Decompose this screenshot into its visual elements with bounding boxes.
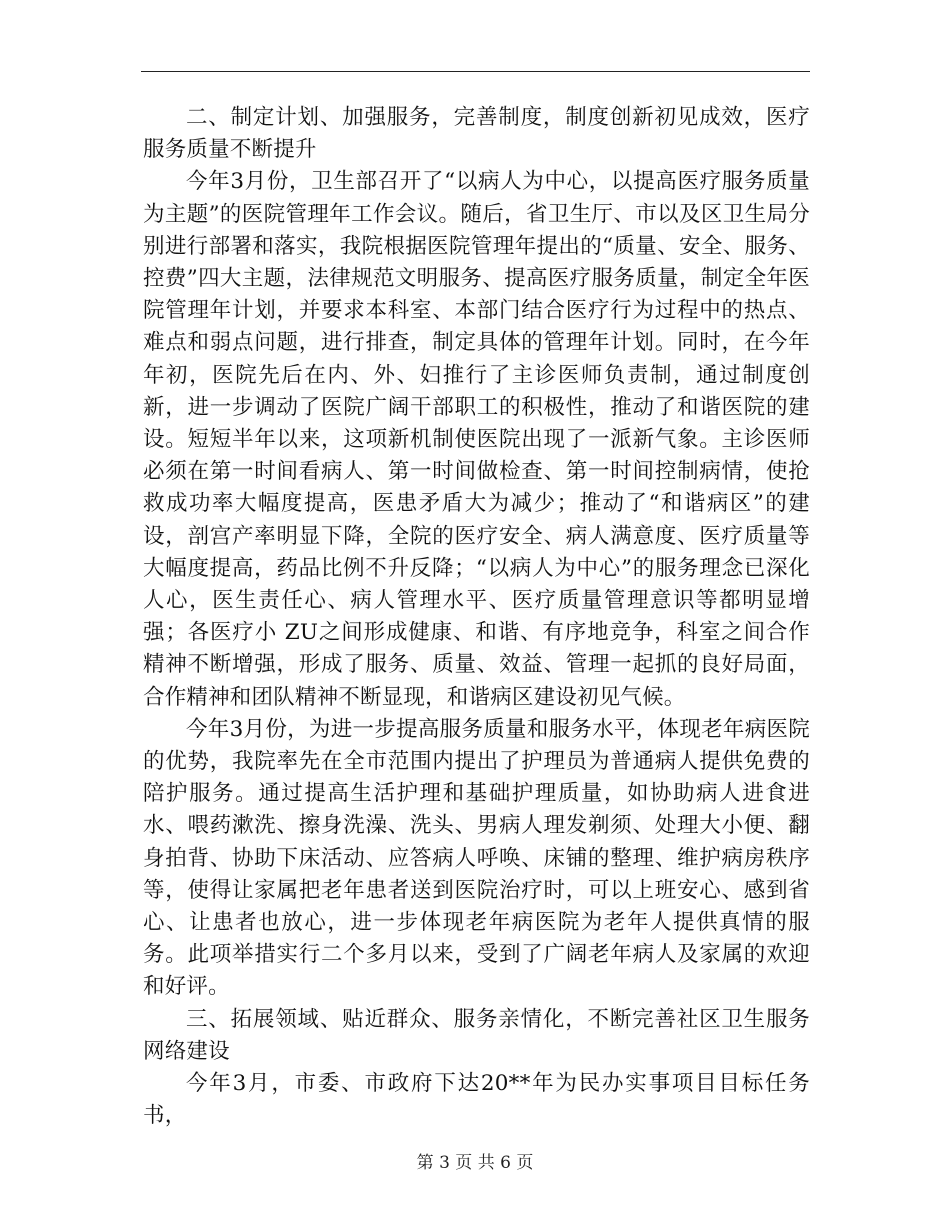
section-heading-2: 二、制定计划、加强服务，完善制度，制度创新初见成效，医疗服务质量不断提升 xyxy=(143,105,810,163)
section-heading-3: 三、拓展领域、贴近群众、服务亲情化，不断完善社区卫生服务网络建设 xyxy=(143,1006,810,1064)
page-footer xyxy=(0,1152,950,1174)
page-number: 第 3 页 共 6 页 xyxy=(416,1153,534,1173)
document-body xyxy=(143,102,810,1133)
body-paragraph: 今年3月份，为进一步提高服务质量和服务水平，体现老年病医院的优势，我院率先在全市范围内提出了护理员为普通病人提供免费的陪护服务。通过提高生活护理和基础护理质量，如协助病人进食进水、喂药漱洗、擦身洗澡、洗头、男病人理发剃须、处理大小便、翻身拍背、协助下床活动、应答病人呼唤、床铺的整理、维护病房秩序等，使得让家属把老年患者送到医院治疗时，可以上班安心、感到省心、让患者也放心，进一步体现老年病医院为老年人提供真情的服务。此项举措实行二个多月以来，受到了广阔老年病人及家属的欢迎和好评。 xyxy=(143,716,810,1000)
body-paragraph: 今年3月份，卫生部召开了“以病人为中心，以提高医疗服务质量为主题”的医院管理年工作会议。随后，省卫生厅、市以及区卫生局分别进行部署和落实，我院根据医院管理年提出的“质量、安全、服务、控费”四大主题，法律规范文明服务、提高医疗服务质量，制定全年医院管理年计划，并要求本科室、本部门结合医疗行为过程中的热点、难点和弱点问题，进行排查，制定具体的管理年计划。同时，在今年年初，医院先后在内、外、妇推行了主诊医师负责制，通过制度创新，进一步调动了医院广阔干部职工的积极性，推动了和谐医院的建设。短短半年以来，这项新机制使医院出现了一派新气象。主诊医师必须在第一时间看病人、第一时间做检查、第一时间控制病情，使抢救成功率大幅度提高，医患矛盾大为减少；推动了“和谐病区”的建设，剖宫产率明显下降，全院的医疗安全、病人满意度、医疗质量等大幅度提高，药品比例不升反降；“以病人为中心”的服务理念已深化人心，医生责任心、病人管理水平、医疗质量管理意识等都明显增强；各医疗小 ZU之间形成健康、和谐、有序地竞争，科室之间合作精神不断增强，形成了服务、质量、效益、管理一起抓的良好局面，合作精神和团队精神不断显现，和谐病区建设初见气候。 xyxy=(143,169,810,710)
body-paragraph: 今年3月，市委、市政府下达20**年为民办实事项目目标任务书， xyxy=(143,1071,810,1129)
header-rule xyxy=(141,71,810,72)
